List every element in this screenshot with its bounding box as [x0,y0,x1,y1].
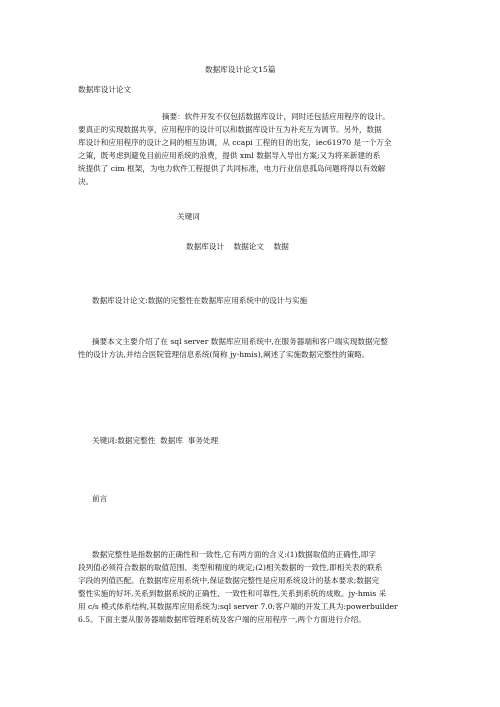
preface-line: 用 c/s 模式体系结构,其数据库应用系统为:sql server 7.0;客户端的开发工具为:powerbuilder [78,602,398,611]
document-title: 数据库设计论文15篇 [205,65,276,74]
abstract-line: 之策，既考虑到避免目前应用系统的浪费，提供 xml 数据导入导出方案;又为将来新建的系 [78,151,381,160]
preface-line: 字段的列值匹配。在数据库应用系统中,保证数据完整性是应用系统设计的基本要求;数据完 [78,576,380,585]
section-heading: 数据库设计论文 [78,85,132,94]
preface-line: 6.5。下面主要从服务器端数据库管理系统及客户端的应用程序一,两个方面进行介绍。 [78,615,366,624]
preface-line: 数据完整性是指数据的正确性和一致性,它有两方面的含义:(1)数据取值的正确性,即字 [92,550,376,559]
abstract2-line: 性的设计方法,并结合医院管理信息系统(简称 jy-hmis),阐述了实施数据完整性的策略。 [78,350,370,359]
abstract-line: 库设计和应用程序的设计之间的相互协调，从 ccapi 工程的目的出发，iec61970 是一个万全 [78,138,392,147]
keywords-2: 关键词:数据完整性 数据库 事务处理 [92,436,219,445]
abstract-line: 要真正的实现数据共享，应用程序的设计可以和数据库设计互为补充互为调节。另外，数据 [78,125,382,134]
paper-title: 数据库设计论文:数据的完整性在数据库应用系统中的设计与实施 [92,296,308,305]
abstract-first-line: 摘要：软件开发不仅包括数据库设计，同时还包括应用程序的设计。 [162,112,390,121]
abstract-line: 统提供了 cim 框架，为电力软件工程提供了共同标准，电力行业信息孤岛问题将得以有效解 [78,164,386,173]
keywords-heading: 关键词 [177,212,200,221]
keywords-list: 数据库设计 数据论文 数据 [186,242,289,251]
abstract-line: 决。 [78,177,94,186]
preface-heading: 前言 [92,494,108,503]
preface-line: 整性实施的好坏,关系到数据系统的正确性、一致性和可靠性,关系到系统的成败。jy-hmis 采 [78,589,387,598]
preface-line: 段列值必须符合数据的取值范围、类型和精度的规定;(2)相关数据的一致性,即相关表的联系 [78,563,383,572]
abstract2-line: 摘要本文主要介绍了在 sql server 数据库应用系统中,在服务器端和客户端实现数据完整 [92,337,388,346]
